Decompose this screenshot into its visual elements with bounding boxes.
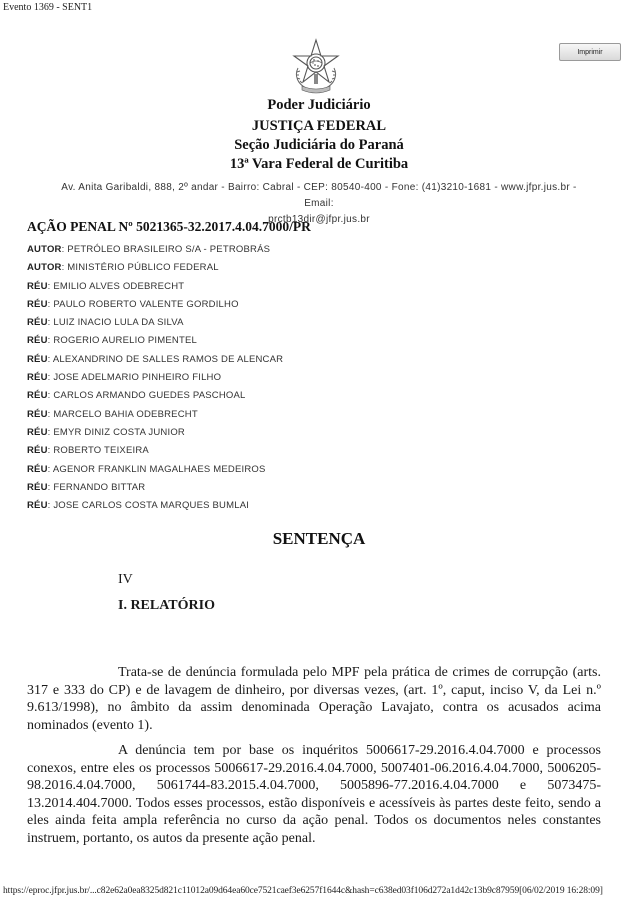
party-role: RÉU [27, 335, 48, 347]
party-item [27, 335, 283, 353]
header-justica-federal: JUSTIÇA FEDERAL [251, 118, 387, 134]
party-item [27, 299, 283, 317]
party-item [27, 262, 283, 280]
section-heading: I. RELATÓRIO [118, 598, 215, 613]
party-role: RÉU [27, 463, 48, 475]
party-role: RÉU [27, 390, 48, 402]
roman-numeral: IV [118, 572, 133, 587]
party-name: : ALEXANDRINO DE SALLES RAMOS DE ALENCAR [47, 353, 284, 365]
document-title: Evento 1369 - SENT1 [3, 2, 93, 13]
party-item [27, 244, 283, 262]
case-title: AÇÃO PENAL Nº 5021365-32.2017.4.04.7000/PR [27, 219, 311, 234]
party-name: : JOSE ADELMARIO PINHEIRO FILHO [47, 372, 222, 384]
party-item [27, 482, 283, 500]
party-name: : FERNANDO BITTAR [47, 481, 146, 493]
footer-url: https://eproc.jfpr.jus.br/...c82e62a0ea8325d821c11012a09d64ea60ce7521caef3e6257f1644c&hash=c638ed03f106d272a1d42c13b9c87959[06/02/2019 16:28:09] [3, 886, 603, 896]
sentenca-heading: SENTENÇA [272, 529, 366, 548]
party-role: AUTOR [27, 244, 62, 255]
body-paragraph: A denúncia tem por base os inquéritos 5006617-29.2016.4.04.7000 e processos conexos, entre eles os processos 5006617-29.2016.4.04.7000, 5007401-06.2016.4.04.7000, 5006205-98.2016.4.04.7000, 5061744-83.2015.4.04.7000, 5005896-77.2016.4.04.7000 e 5073475-13.2014.404.7000. Todos esses processos, estão disponíveis e acessíveis às partes deste feito, sendo a eles ainda feita ampla referência no curso da ação penal. Todos os documentos neles constantes instruem, portanto, os autos da presente ação penal. [27, 743, 601, 846]
party-item [27, 445, 283, 463]
party-name: : PAULO ROBERTO VALENTE GORDILHO [47, 298, 239, 310]
party-item [27, 427, 283, 445]
party-item [27, 372, 283, 390]
print-button[interactable]: Imprimir [559, 43, 621, 61]
header-secao-judiciaria: Seção Judiciária do Paraná [234, 137, 404, 153]
party-role: RÉU [27, 353, 48, 365]
party-name: : EMYR DINIZ COSTA JUNIOR [47, 426, 185, 438]
party-name: : CARLOS ARMANDO GUEDES PASCHOAL [47, 390, 246, 402]
parties-list [27, 244, 283, 518]
party-name: : AGENOR FRANKLIN MAGALHAES MEDEIROS [47, 463, 266, 475]
party-name: : MINISTÉRIO PÚBLICO FEDERAL [61, 262, 219, 274]
address-line: Av. Anita Garibaldi, 888, 2º andar - Bairro: Cabral - CEP: 80540-400 - Fone: (41)3210-1681 - www.jfpr.jus.br - Email: [61, 182, 577, 209]
coat-of-arms-icon [290, 38, 342, 94]
address-email: prctb13dir@jfpr.jus.br [268, 214, 370, 225]
party-item [27, 390, 283, 408]
party-name: : ROGERIO AURELIO PIMENTEL [47, 335, 197, 347]
party-role: RÉU [27, 500, 48, 512]
party-role: RÉU [27, 280, 48, 292]
party-role: RÉU [27, 445, 48, 457]
party-item [27, 409, 283, 427]
party-name: : ROBERTO TEIXEIRA [47, 445, 149, 457]
party-role: RÉU [27, 481, 48, 493]
party-role: RÉU [27, 426, 48, 438]
body-paragraph: Trata-se de denúncia formulada pelo MPF pela prática de crimes de corrupção (arts. 317 e 333 do CP) e de lavagem de dinheiro, por diversas vezes, (art. 1º, caput, inciso V, da Lei n.º 9.613/1998), no âmbito da assim denominada Operação Lavajato, contra os acusados acima nominados (evento 1). [27, 665, 601, 733]
header-poder-judiciario: Poder Judiciário [267, 97, 371, 113]
party-item [27, 500, 283, 518]
party-item [27, 464, 283, 482]
party-item [27, 354, 283, 372]
party-item [27, 317, 283, 335]
party-item [27, 281, 283, 299]
party-name: : LUIZ INACIO LULA DA SILVA [47, 317, 184, 329]
party-role: RÉU [27, 298, 48, 310]
party-role: RÉU [27, 372, 48, 384]
party-name: : MARCELO BAHIA ODEBRECHT [47, 408, 198, 420]
party-role: AUTOR [27, 262, 62, 274]
party-role: RÉU [27, 317, 48, 329]
party-name: : PETRÓLEO BRASILEIRO S/A - PETROBRÁS [61, 244, 271, 255]
party-name: : JOSE CARLOS COSTA MARQUES BUMLAI [47, 500, 250, 512]
header-vara-federal: 13ª Vara Federal de Curitiba [229, 156, 409, 172]
party-role: RÉU [27, 408, 48, 420]
party-name: : EMILIO ALVES ODEBRECHT [47, 280, 185, 292]
